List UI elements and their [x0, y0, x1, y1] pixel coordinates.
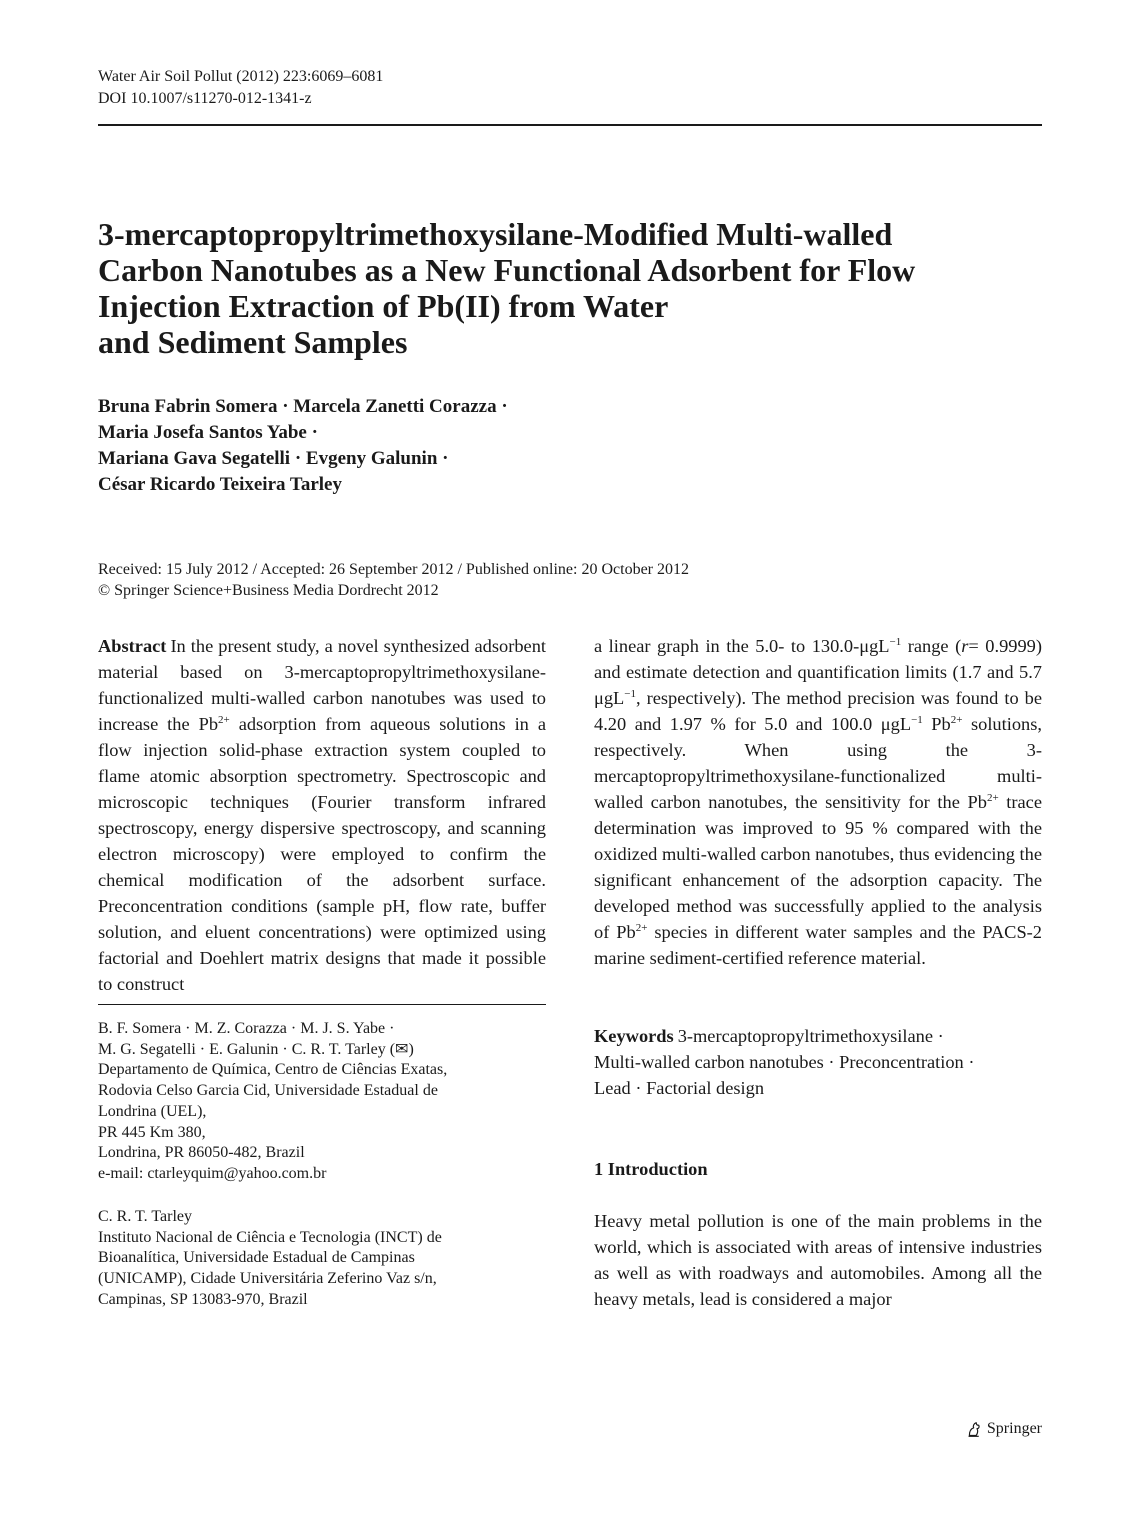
- abstract-text: solutions, respectively. When using the 3-mercaptopropyltrimethoxysilane-functionalized multi-walled carbon nanotubes, the sensitivity for the Pb: [594, 714, 1042, 812]
- superscript: −1: [624, 688, 637, 700]
- affiliation-line: PR 445 Km 380,: [98, 1123, 206, 1141]
- springer-horse-icon: [966, 1421, 983, 1438]
- introduction-text: Heavy metal pollution is one of the main problems in the world, which is associated with areas of intensive industries as well as with roadways and automobiles. Among all the heavy metals, lead is considered a major: [594, 1211, 1042, 1309]
- superscript: 2+: [986, 792, 999, 804]
- publisher-logo: [966, 1418, 1042, 1440]
- affiliation-line: Campinas, SP 13083-970, Brazil: [98, 1290, 308, 1308]
- author-line: César Ricardo Teixeira Tarley: [98, 474, 342, 495]
- affiliation-line: Bioanalítica, Universidade Estadual de Campinas: [98, 1249, 415, 1267]
- abstract-text: a linear graph in the 5.0- to 130.0-μgL: [594, 636, 890, 656]
- affiliation-line: (UNICAMP), Cidade Universitária Zeferino Vaz s/n,: [98, 1270, 437, 1288]
- abstract-text: In the present study, a novel synthesized adsorbent material based on 3-mercaptopropyltrimethoxysilane-functionalized multi-walled carbon nanotubes was used to increase the Pb: [98, 636, 546, 734]
- abstract-right-column: [594, 633, 1042, 971]
- abstract-label: Abstract: [98, 636, 167, 656]
- keyword-line: 3-mercaptopropyltrimethoxysilane ·: [677, 1026, 944, 1046]
- affiliation-line: C. R. T. Tarley: [98, 1208, 192, 1225]
- affiliation-line: Instituto Nacional de Ciência e Tecnologia (INCT) de: [98, 1228, 442, 1246]
- header-rule: [98, 124, 1042, 126]
- copyright: © Springer Science+Business Media Dordrecht 2012: [98, 582, 439, 599]
- abstract-text: Pb: [922, 714, 951, 734]
- abstract-text: adsorption from aqueous solutions in a flow injection solid-phase extraction system coupled to flame atomic absorption spectrometry. Spectroscopic and microscopic techniques (Fourier transform infrared spectroscopy, energy dispersive spectroscopy, and scanning electron microscopy) were employed to confirm the chemical modification of the adsorbent surface. Preconcentration conditions (sample pH, flow rate, buffer solution, and eluent concentrations) were optimized using factorial and Doehlert matrix designs that made it possible to construct: [98, 714, 546, 994]
- publisher-name: Springer: [986, 1420, 1042, 1437]
- author-line: Maria Josefa Santos Yabe ·: [98, 422, 318, 443]
- keywords-block: [594, 1023, 1042, 1101]
- affiliation-line: Londrina, PR 86050-482, Brazil: [98, 1144, 305, 1162]
- doi[interactable]: DOI 10.1007/s11270-012-1341-z: [98, 90, 312, 107]
- title-line: 3-mercaptopropyltrimethoxysilane-Modified Multi-walled: [98, 216, 893, 252]
- author-list: [98, 394, 508, 498]
- superscript: −1: [911, 714, 923, 726]
- journal-citation: Water Air Soil Pollut (2012) 223:6069–6081: [98, 68, 384, 85]
- superscript: 2+: [950, 714, 963, 726]
- keywords-label: Keywords: [594, 1026, 674, 1046]
- abstract-text: , respectively). The method precision was found to be 4.20 and 1.97 % for 5.0 and 100.0 μgL: [594, 688, 1042, 734]
- title-line: and Sediment Samples: [98, 324, 408, 360]
- affiliation-line: Londrina (UEL),: [98, 1102, 207, 1120]
- received-dates: Received: 15 July 2012 / Accepted: 26 September 2012 / Published online: 20 October 2012: [98, 561, 690, 578]
- article-title: [98, 216, 998, 360]
- superscript: 2+: [218, 714, 230, 726]
- affiliation-line: B. F. Somera · M. Z. Corazza · M. J. S. Yabe ·: [98, 1020, 395, 1037]
- abstract-text: trace determination was improved to 95 % compared with the oxidized multi-walled carbon nanotubes, thus evidencing the significant enhancement of the adsorption capacity. The developed method was successfully applied to the analysis of Pb: [594, 792, 1042, 942]
- keyword-line: Lead · Factorial design: [594, 1078, 765, 1098]
- email-link[interactable]: e-mail: ctarleyquim@yahoo.com.br: [98, 1164, 327, 1182]
- affiliation-block-1: [98, 1019, 546, 1185]
- abstract-left-column: [98, 633, 546, 997]
- superscript: −1: [889, 636, 902, 648]
- affiliation-line: Departamento de Química, Centro de Ciências Exatas,: [98, 1061, 448, 1079]
- affiliation-line: Rodovia Celso Garcia Cid, Universidade Estadual de: [98, 1082, 438, 1100]
- author-line: Mariana Gava Segatelli · Evgeny Galunin ·: [98, 448, 449, 469]
- abstract-text: range (: [901, 636, 962, 656]
- variable-r: r: [961, 636, 969, 656]
- abstract-text: = 0.9999) and estimate detection and quantification limits (1.7 and 5.7 μgL: [594, 636, 1042, 708]
- title-line: Carbon Nanotubes as a New Functional Adsorbent for Flow: [98, 252, 916, 288]
- publication-dates: [98, 559, 689, 601]
- abstract-text: species in different water samples and the PACS-2 marine sediment-certified reference material.: [594, 922, 1042, 968]
- keyword-line: Multi-walled carbon nanotubes · Preconcentration ·: [594, 1052, 975, 1072]
- affiliation-block-2: [98, 1207, 546, 1311]
- journal-header: [98, 66, 383, 110]
- title-line: Injection Extraction of Pb(II) from Water: [98, 288, 669, 324]
- affiliation-line: M. G. Segatelli · E. Galunin · C. R. T. Tarley (✉): [98, 1040, 414, 1058]
- section-heading-introduction: 1 Introduction: [594, 1159, 708, 1179]
- affiliation-rule: [98, 1004, 546, 1005]
- author-line: Bruna Fabrin Somera · Marcela Zanetti Corazza ·: [98, 396, 508, 417]
- superscript: 2+: [635, 922, 648, 934]
